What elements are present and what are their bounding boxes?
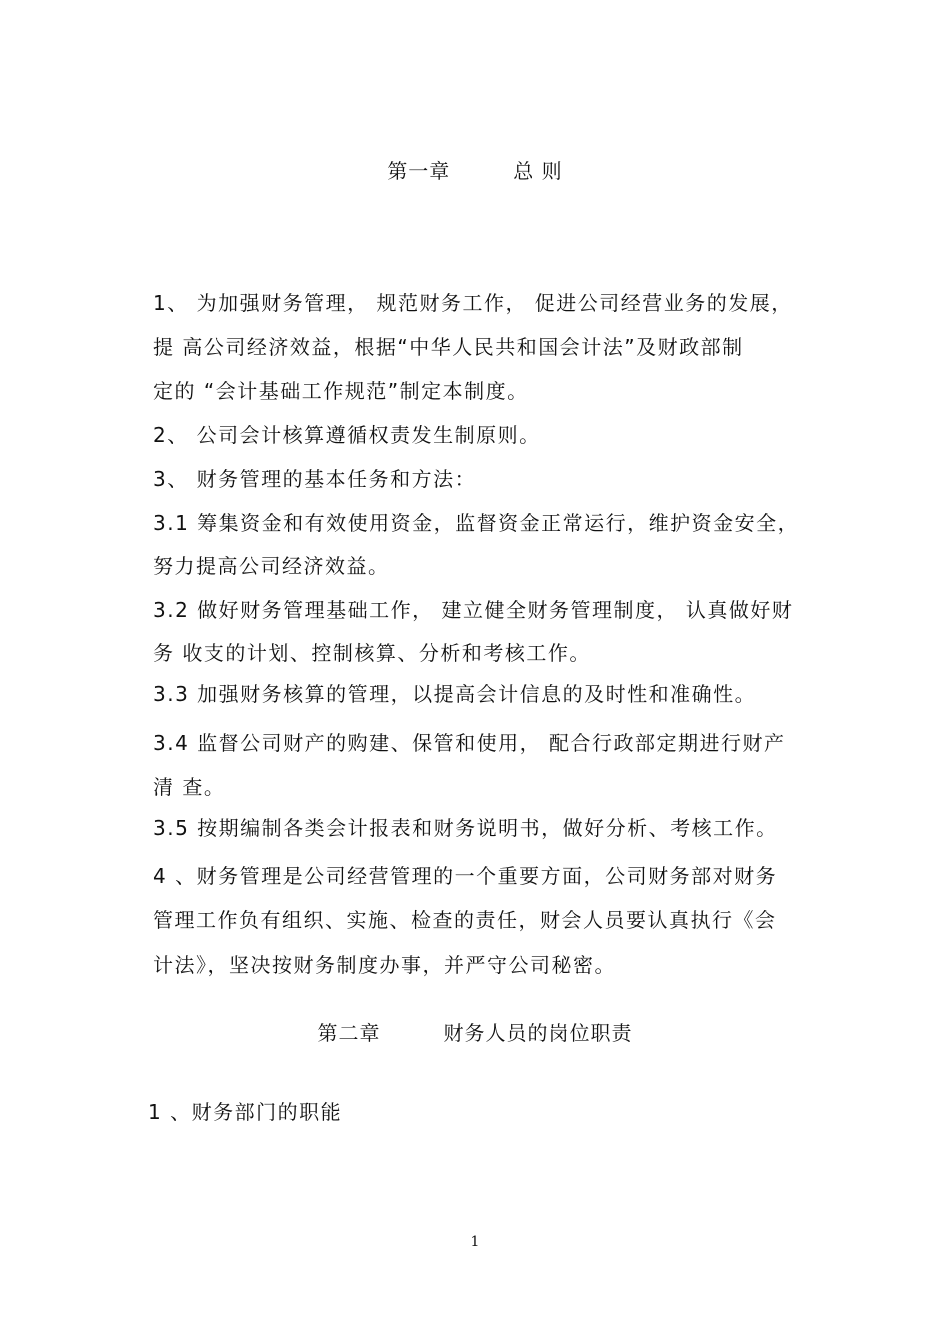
chapter-1-title: 第一章 总 则 — [387, 159, 563, 183]
article-line: 3.5 按期编制各类会计报表和财务说明书，做好分析、考核工作。 — [153, 816, 778, 840]
article-line: 3.1 筹集资金和有效使用资金，监督资金正常运行，维护资金安全， — [153, 511, 800, 535]
article-line: 定的 “会计基础工作规范”制定本制度。 — [153, 379, 529, 403]
section-line: 1 、财务部门的职能 — [148, 1100, 343, 1124]
article-line: 1、 为加强财务管理， 规范财务工作， 促进公司经营业务的发展， — [153, 291, 793, 315]
article-line: 3、 财务管理的基本任务和方法： — [153, 467, 477, 491]
article-line: 管理工作负有组织、实施、检查的责任，财会人员要认真执行《会 — [153, 908, 777, 932]
article-line: 2、 公司会计核算遵循权责发生制原则。 — [153, 423, 541, 447]
article-line: 提 高公司经济效益，根据“中华人民共和国会计法”及财政部制 — [153, 335, 744, 359]
article-line: 3.3 加强财务核算的管理，以提高会计信息的及时性和准确性。 — [153, 682, 757, 706]
article-line: 努力提高公司经济效益。 — [153, 554, 390, 578]
article-line: 3.2 做好财务管理基础工作， 建立健全财务管理制度， 认真做好财 — [153, 598, 794, 622]
chapter-2-title: 第二章 财务人员的岗位职责 — [317, 1021, 633, 1045]
article-line: 务 收支的计划、控制核算、分析和考核工作。 — [153, 641, 591, 665]
page-number: 1 — [470, 1234, 480, 1250]
article-line: 4 、财务管理是公司经营管理的一个重要方面，公司财务部对财务 — [153, 864, 778, 888]
article-line: 计法》，坚决按财务制度办事，并严守公司秘密。 — [153, 953, 616, 977]
article-line: 3.4 监督公司财产的购建、保管和使用， 配合行政部定期进行财产 — [153, 731, 786, 755]
article-line: 清 查。 — [153, 775, 226, 799]
